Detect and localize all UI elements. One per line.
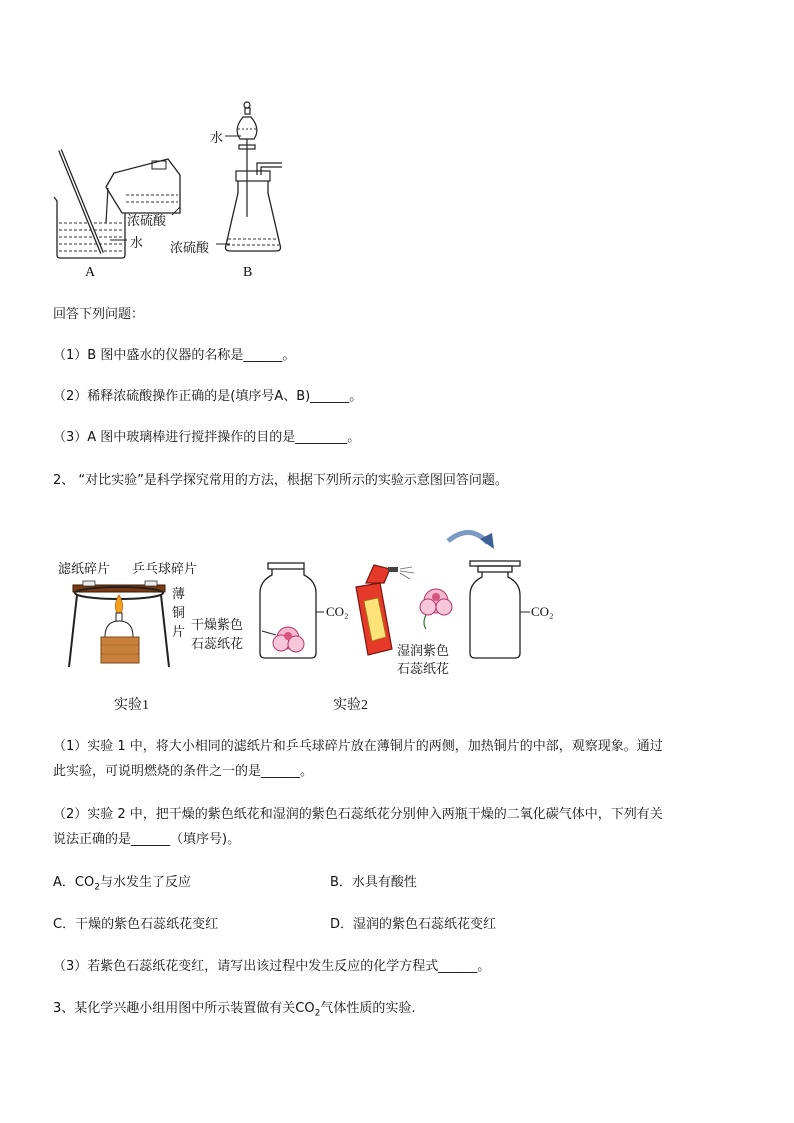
rubber-stopper: [236, 171, 270, 181]
label-pingpong: 乒乓球碎片: [132, 562, 198, 577]
label-conc-acid-a: 浓硫酸: [127, 214, 167, 229]
q2-sub1-line1: （1）实验 1 中，将大小相同的滤纸片和乒乓球碎片放在薄铜片的两侧，加热铜片的中部，观察现象。通过: [53, 739, 663, 754]
label-water-b: 水: [210, 131, 224, 146]
q1-sub2: （2）稀释浓硫酸操作正确的是(填序号A、B)______。: [53, 389, 363, 404]
label-copper-3: 片: [172, 625, 186, 640]
label-exp1: 实验1: [114, 698, 149, 713]
label-water-a: 水: [130, 236, 144, 251]
label-b: B: [243, 265, 253, 280]
q2-option-d: D．湿润的紫色石蕊纸花变红: [330, 917, 497, 932]
curved-arrow-icon: [448, 532, 488, 543]
label-dry-2: 石蕊纸花: [191, 637, 244, 652]
q2-option-a: A．$CO_2$与水发生了反应: [53, 875, 191, 893]
q2-title: 2、 “对比实验”是科学探究常用的方法，根据下列所示的实验示意图回答问题。: [53, 473, 508, 488]
q2-option-c: C．干燥的紫色石蕊纸花变红: [53, 917, 219, 932]
gas-jar-2: [470, 561, 520, 658]
label-dry-1: 干燥紫色: [191, 618, 244, 633]
q2-sub2-line2: 说法正确的是______（填序号)。: [53, 832, 241, 847]
pingpong-piece: [145, 581, 157, 586]
filter-paper-piece: [83, 581, 95, 586]
label-copper-1: 薄: [172, 587, 186, 602]
q2-sub1-line2: 此实验，可说明燃烧的条件之一的是______。: [53, 764, 314, 779]
q2-sub3: （3）若紫色石蕊纸花变红，请写出该过程中发生反应的化学方程式______。: [53, 959, 491, 974]
wet-flower: [420, 589, 452, 629]
label-exp2: 实验2: [333, 698, 368, 713]
label-conc-acid-b: 浓硫酸: [170, 241, 210, 256]
erlenmeyer-flask: [226, 177, 281, 251]
alcohol-lamp: [105, 613, 133, 637]
label-a: A: [85, 265, 96, 280]
q2-option-b: B．水具有酸性: [330, 875, 417, 890]
q1-sub1: （1）B 图中盛水的仪器的名称是______。: [53, 348, 296, 363]
label-wet-2: 石蕊纸花: [397, 662, 450, 677]
pouring-beaker: [106, 159, 180, 213]
figure-acid-dilution: [40, 95, 300, 290]
q3-title: 3、某化学兴趣小组用图中所示装置做有关$CO_2$气体性质的实验.: [53, 1001, 416, 1019]
label-co2-a: CO₂: [326, 604, 349, 619]
separatory-funnel: [237, 102, 257, 217]
label-filter-paper: 滤纸碎片: [58, 562, 111, 577]
wooden-block: [101, 637, 139, 663]
label-copper-2: 铜: [172, 606, 186, 621]
q1-intro: 回答下列问题：: [53, 307, 145, 322]
dry-flower: [273, 627, 304, 652]
label-co2-b: CO₂: [531, 604, 554, 619]
q2-sub2-line1: （2）实验 2 中，把干燥的紫色纸花和湿润的紫色石蕊纸花分别伸入两瓶干燥的二氧化碳气体中，下列有关: [53, 807, 663, 822]
q1-sub3: （3）A 图中玻璃棒进行搅拌操作的目的是________。: [53, 430, 361, 445]
label-wet-1: 湿润紫色: [397, 644, 450, 659]
